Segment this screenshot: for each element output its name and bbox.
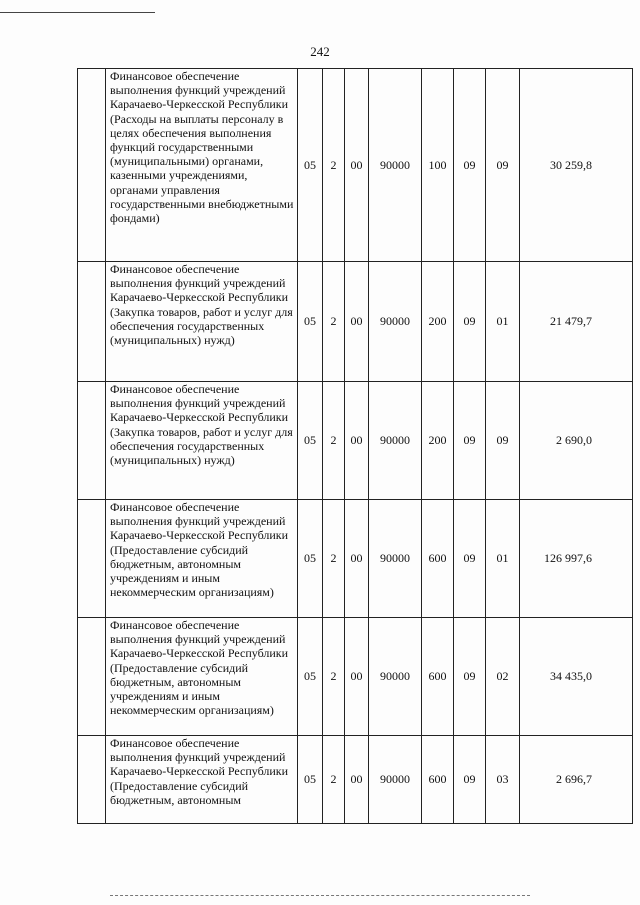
row-code-c5: 600 bbox=[422, 736, 454, 824]
row-code-c3: 00 bbox=[345, 382, 369, 500]
page-number: 242 bbox=[310, 44, 330, 59]
row-code-c7: 03 bbox=[486, 736, 520, 824]
row-code-c6: 09 bbox=[454, 262, 486, 382]
row-code-c3: 00 bbox=[345, 618, 369, 736]
row-description: Финансовое обеспечение выполнения функций учреждений Карачаево-Черкесской Республики (Расходы на выплаты персоналу в целях обеспечения выполнения функций государственными (муниципальными) органами, казенными учреждениями, органами управления государственными внебюджетными фондами) bbox=[106, 69, 298, 262]
row-code-c4: 90000 bbox=[369, 69, 422, 262]
row-code-c1: 05 bbox=[298, 500, 323, 618]
row-amount: 2 696,7 bbox=[520, 736, 633, 824]
table-row bbox=[78, 736, 633, 824]
table-row bbox=[78, 500, 633, 618]
row-code-c4: 90000 bbox=[369, 500, 422, 618]
table-row bbox=[78, 618, 633, 736]
row-code-c7: 09 bbox=[486, 69, 520, 262]
scan-artifact-line bbox=[0, 12, 155, 13]
row-code-c5: 200 bbox=[422, 382, 454, 500]
row-code-c4: 90000 bbox=[369, 382, 422, 500]
row-code-c2: 2 bbox=[323, 500, 345, 618]
budget-table bbox=[77, 68, 633, 824]
row-code-c1: 05 bbox=[298, 736, 323, 824]
row-code-c1: 05 bbox=[298, 618, 323, 736]
row-empty-cell bbox=[78, 618, 106, 736]
row-amount: 30 259,8 bbox=[520, 69, 633, 262]
row-description: Финансовое обеспечение выполнения функций учреждений Карачаево-Черкесской Республики (Закупка товаров, работ и услуг для обеспечения государственных (муниципальных) нужд) bbox=[106, 262, 298, 382]
row-code-c5: 600 bbox=[422, 500, 454, 618]
row-code-c2: 2 bbox=[323, 69, 345, 262]
row-code-c5: 600 bbox=[422, 618, 454, 736]
row-amount: 126 997,6 bbox=[520, 500, 633, 618]
row-amount: 21 479,7 bbox=[520, 262, 633, 382]
row-description: Финансовое обеспечение выполнения функций учреждений Карачаево-Черкесской Республики (Закупка товаров, работ и услуг для обеспечения государственных (муниципальных) нужд) bbox=[106, 382, 298, 500]
row-empty-cell bbox=[78, 736, 106, 824]
row-description: Финансовое обеспечение выполнения функций учреждений Карачаево-Черкесской Республики (Предоставление субсидий бюджетным, автономным учреждениям и иным некоммерческим организациям) bbox=[106, 500, 298, 618]
row-code-c1: 05 bbox=[298, 382, 323, 500]
table-row bbox=[78, 382, 633, 500]
row-code-c6: 09 bbox=[454, 382, 486, 500]
row-empty-cell bbox=[78, 382, 106, 500]
row-code-c1: 05 bbox=[298, 262, 323, 382]
row-code-c5: 200 bbox=[422, 262, 454, 382]
row-code-c2: 2 bbox=[323, 736, 345, 824]
row-code-c4: 90000 bbox=[369, 618, 422, 736]
row-amount: 2 690,0 bbox=[520, 382, 633, 500]
table-row bbox=[78, 262, 633, 382]
scan-artifact-line-bottom bbox=[110, 895, 530, 897]
row-code-c7: 02 bbox=[486, 618, 520, 736]
row-code-c6: 09 bbox=[454, 618, 486, 736]
row-code-c3: 00 bbox=[345, 736, 369, 824]
row-code-c7: 01 bbox=[486, 500, 520, 618]
row-empty-cell bbox=[78, 262, 106, 382]
row-amount: 34 435,0 bbox=[520, 618, 633, 736]
row-code-c2: 2 bbox=[323, 618, 345, 736]
row-empty-cell bbox=[78, 500, 106, 618]
row-code-c2: 2 bbox=[323, 382, 345, 500]
row-description: Финансовое обеспечение выполнения функций учреждений Карачаево-Черкесской Республики (Предоставление субсидий бюджетным, автономным bbox=[106, 736, 298, 824]
row-code-c1: 05 bbox=[298, 69, 323, 262]
row-empty-cell bbox=[78, 69, 106, 262]
row-code-c4: 90000 bbox=[369, 262, 422, 382]
row-description: Финансовое обеспечение выполнения функций учреждений Карачаево-Черкесской Республики (Предоставление субсидий бюджетным, автономным учреждениям и иным некоммерческим организациям) bbox=[106, 618, 298, 736]
row-code-c3: 00 bbox=[345, 262, 369, 382]
row-code-c7: 09 bbox=[486, 382, 520, 500]
row-code-c3: 00 bbox=[345, 69, 369, 262]
table-row bbox=[78, 69, 633, 262]
row-code-c6: 09 bbox=[454, 736, 486, 824]
row-code-c6: 09 bbox=[454, 500, 486, 618]
row-code-c5: 100 bbox=[422, 69, 454, 262]
row-code-c7: 01 bbox=[486, 262, 520, 382]
row-code-c2: 2 bbox=[323, 262, 345, 382]
row-code-c4: 90000 bbox=[369, 736, 422, 824]
row-code-c3: 00 bbox=[345, 500, 369, 618]
row-code-c6: 09 bbox=[454, 69, 486, 262]
